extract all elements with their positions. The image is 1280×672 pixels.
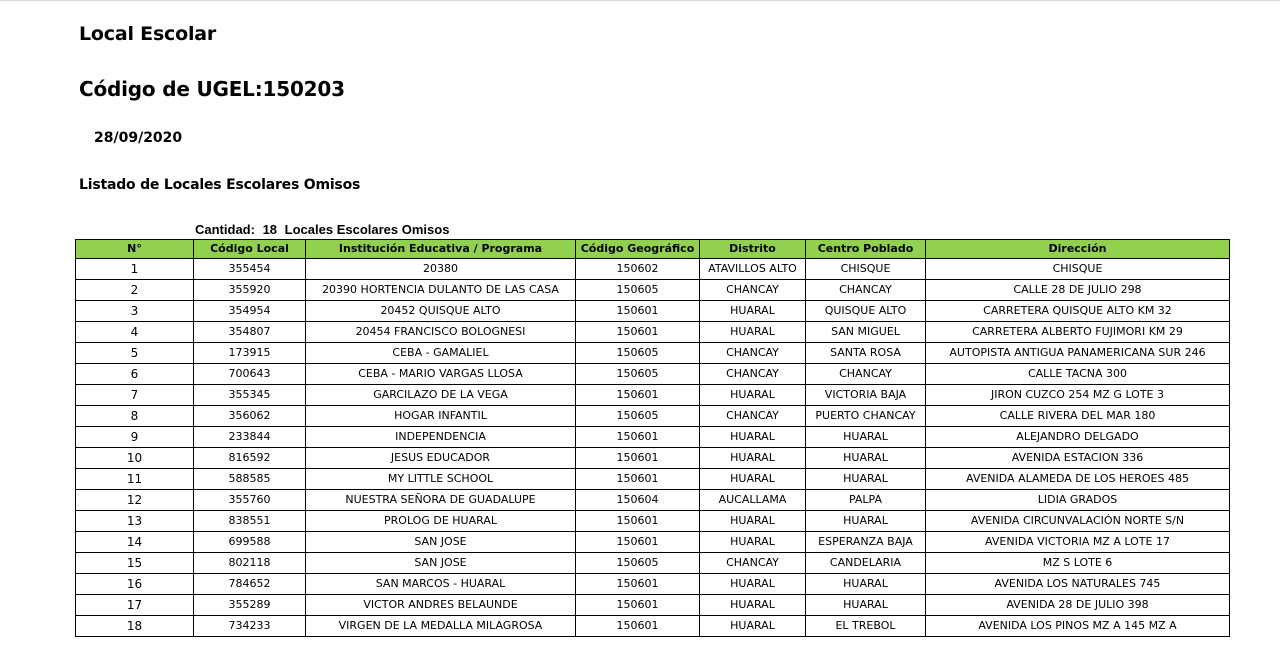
cantidad-suffix: Locales Escolares Omisos <box>284 222 450 237</box>
col-header-institucion: Institución Educativa / Programa <box>306 240 576 259</box>
cell-numero: 8 <box>76 406 194 427</box>
cell-direccion: AVENIDA VICTORIA MZ A LOTE 17 <box>926 532 1230 553</box>
cell-institucion: INDEPENDENCIA <box>306 427 576 448</box>
cell-codigo-local: 802118 <box>194 553 306 574</box>
cell-numero: 14 <box>76 532 194 553</box>
cell-numero: 13 <box>76 511 194 532</box>
cell-direccion: MZ S LOTE 6 <box>926 553 1230 574</box>
cell-centro-poblado: CHANCAY <box>806 364 926 385</box>
cell-codigo-local: 173915 <box>194 343 306 364</box>
cell-direccion: JIRON CUZCO 254 MZ G LOTE 3 <box>926 385 1230 406</box>
cell-numero: 15 <box>76 553 194 574</box>
cell-centro-poblado: PUERTO CHANCAY <box>806 406 926 427</box>
cell-numero: 4 <box>76 322 194 343</box>
cell-numero: 17 <box>76 595 194 616</box>
cell-centro-poblado: HUARAL <box>806 574 926 595</box>
cell-codigo-local: 816592 <box>194 448 306 469</box>
table-row <box>76 280 1230 301</box>
table-body <box>76 259 1230 637</box>
cell-institucion: PROLOG DE HUARAL <box>306 511 576 532</box>
cell-codigo-geografico: 150601 <box>576 469 700 490</box>
report-date: 28/09/2020 <box>94 130 183 146</box>
cell-codigo-geografico: 150601 <box>576 322 700 343</box>
table-row <box>76 364 1230 385</box>
cell-distrito: CHANCAY <box>700 343 806 364</box>
table-header-row <box>76 240 1230 259</box>
cell-distrito: HUARAL <box>700 511 806 532</box>
cell-distrito: CHANCAY <box>700 553 806 574</box>
table-row <box>76 469 1230 490</box>
cell-codigo-local: 699588 <box>194 532 306 553</box>
col-header-centro-poblado: Centro Poblado <box>806 240 926 259</box>
cell-direccion: CARRETERA QUISQUE ALTO KM 32 <box>926 301 1230 322</box>
cell-institucion: SAN JOSE <box>306 532 576 553</box>
cell-codigo-geografico: 150601 <box>576 574 700 595</box>
cell-codigo-geografico: 150605 <box>576 406 700 427</box>
cell-codigo-local: 354954 <box>194 301 306 322</box>
table-row <box>76 301 1230 322</box>
table-row <box>76 616 1230 637</box>
table-row <box>76 490 1230 511</box>
cell-institucion: GARCILAZO DE LA VEGA <box>306 385 576 406</box>
cell-direccion: AVENIDA ESTACION 336 <box>926 448 1230 469</box>
cell-direccion: AVENIDA 28 DE JULIO 398 <box>926 595 1230 616</box>
cell-direccion: AVENIDA ALAMEDA DE LOS HEROES 485 <box>926 469 1230 490</box>
col-header-codigo-local: Código Local <box>194 240 306 259</box>
cell-centro-poblado: CHISQUE <box>806 259 926 280</box>
cell-centro-poblado: HUARAL <box>806 511 926 532</box>
cell-centro-poblado: EL TREBOL <box>806 616 926 637</box>
cell-distrito: CHANCAY <box>700 406 806 427</box>
cell-institucion: SAN JOSE <box>306 553 576 574</box>
cell-centro-poblado: HUARAL <box>806 427 926 448</box>
cell-distrito: CHANCAY <box>700 364 806 385</box>
cantidad-label: Cantidad: <box>195 222 255 237</box>
cell-codigo-local: 355289 <box>194 595 306 616</box>
cell-numero: 6 <box>76 364 194 385</box>
cell-codigo-geografico: 150601 <box>576 427 700 448</box>
cell-distrito: HUARAL <box>700 469 806 490</box>
cell-institucion: NUESTRA SEÑORA DE GUADALUPE <box>306 490 576 511</box>
cell-numero: 10 <box>76 448 194 469</box>
cell-numero: 2 <box>76 280 194 301</box>
cell-centro-poblado: HUARAL <box>806 469 926 490</box>
cell-codigo-geografico: 150601 <box>576 616 700 637</box>
cell-direccion: CARRETERA ALBERTO FUJIMORI KM 29 <box>926 322 1230 343</box>
report-subtitle: Listado de Locales Escolares Omisos <box>79 177 361 193</box>
cell-distrito: HUARAL <box>700 322 806 343</box>
table-row <box>76 406 1230 427</box>
cell-direccion: CALLE TACNA 300 <box>926 364 1230 385</box>
table-row <box>76 427 1230 448</box>
cell-distrito: CHANCAY <box>700 280 806 301</box>
page-title: Local Escolar <box>79 23 217 45</box>
cell-codigo-local: 838551 <box>194 511 306 532</box>
cell-centro-poblado: HUARAL <box>806 595 926 616</box>
cell-centro-poblado: CANDELARIA <box>806 553 926 574</box>
table-row <box>76 322 1230 343</box>
cell-numero: 1 <box>76 259 194 280</box>
cell-codigo-geografico: 150605 <box>576 343 700 364</box>
cell-direccion: CALLE RIVERA DEL MAR 180 <box>926 406 1230 427</box>
cell-codigo-geografico: 150605 <box>576 364 700 385</box>
cell-numero: 18 <box>76 616 194 637</box>
cell-institucion: MY LITTLE SCHOOL <box>306 469 576 490</box>
cell-distrito: HUARAL <box>700 532 806 553</box>
cell-codigo-local: 734233 <box>194 616 306 637</box>
locales-table <box>75 239 1230 637</box>
cell-codigo-local: 355454 <box>194 259 306 280</box>
cell-centro-poblado: SAN MIGUEL <box>806 322 926 343</box>
table-row <box>76 448 1230 469</box>
cantidad-value: 18 <box>262 222 278 237</box>
cell-centro-poblado: VICTORIA BAJA <box>806 385 926 406</box>
cell-numero: 9 <box>76 427 194 448</box>
cell-codigo-local: 355345 <box>194 385 306 406</box>
cell-codigo-geografico: 150604 <box>576 490 700 511</box>
cell-distrito: HUARAL <box>700 427 806 448</box>
col-header-direccion: Dirección <box>926 240 1230 259</box>
cell-direccion: AUTOPISTA ANTIGUA PANAMERICANA SUR 246 <box>926 343 1230 364</box>
cell-codigo-geografico: 150601 <box>576 448 700 469</box>
cantidad-summary <box>195 222 453 237</box>
table-row <box>76 385 1230 406</box>
cell-codigo-local: 784652 <box>194 574 306 595</box>
cell-direccion: AVENIDA LOS NATURALES 745 <box>926 574 1230 595</box>
cell-distrito: HUARAL <box>700 448 806 469</box>
cell-distrito: HUARAL <box>700 574 806 595</box>
col-header-codigo-geografico: Código Geográfico <box>576 240 700 259</box>
cell-distrito: HUARAL <box>700 385 806 406</box>
cell-centro-poblado: QUISQUE ALTO <box>806 301 926 322</box>
cell-institucion: 20452 QUISQUE ALTO <box>306 301 576 322</box>
cell-institucion: VICTOR ANDRES BELAUNDE <box>306 595 576 616</box>
cell-direccion: AVENIDA LOS PINOS MZ A 145 MZ A <box>926 616 1230 637</box>
cell-direccion: LIDIA GRADOS <box>926 490 1230 511</box>
cell-codigo-geografico: 150601 <box>576 301 700 322</box>
cell-codigo-geografico: 150601 <box>576 385 700 406</box>
cell-numero: 7 <box>76 385 194 406</box>
cell-institucion: 20390 HORTENCIA DULANTO DE LAS CASA <box>306 280 576 301</box>
col-header-distrito: Distrito <box>700 240 806 259</box>
cell-institucion: SAN MARCOS - HUARAL <box>306 574 576 595</box>
cell-institucion: CEBA - GAMALIEL <box>306 343 576 364</box>
cell-numero: 5 <box>76 343 194 364</box>
cell-institucion: CEBA - MARIO VARGAS LLOSA <box>306 364 576 385</box>
cell-centro-poblado: HUARAL <box>806 448 926 469</box>
table-row <box>76 343 1230 364</box>
cell-codigo-geografico: 150605 <box>576 280 700 301</box>
cell-institucion: HOGAR INFANTIL <box>306 406 576 427</box>
cell-numero: 3 <box>76 301 194 322</box>
cell-codigo-geografico: 150601 <box>576 511 700 532</box>
cell-distrito: HUARAL <box>700 616 806 637</box>
cell-direccion: CHISQUE <box>926 259 1230 280</box>
ugel-code-heading: Código de UGEL:150203 <box>79 77 345 101</box>
col-header-numero: N° <box>76 240 194 259</box>
cell-institucion: JESUS EDUCADOR <box>306 448 576 469</box>
cell-numero: 16 <box>76 574 194 595</box>
cell-codigo-local: 588585 <box>194 469 306 490</box>
cell-institucion: 20454 FRANCISCO BOLOGNESI <box>306 322 576 343</box>
cell-centro-poblado: CHANCAY <box>806 280 926 301</box>
cell-distrito: ATAVILLOS ALTO <box>700 259 806 280</box>
cell-codigo-local: 356062 <box>194 406 306 427</box>
cell-direccion: ALEJANDRO DELGADO <box>926 427 1230 448</box>
cell-centro-poblado: SANTA ROSA <box>806 343 926 364</box>
cell-centro-poblado: PALPA <box>806 490 926 511</box>
cell-codigo-local: 354807 <box>194 322 306 343</box>
table-row <box>76 532 1230 553</box>
table-row <box>76 553 1230 574</box>
table-row <box>76 574 1230 595</box>
cell-institucion: VIRGEN DE LA MEDALLA MILAGROSA <box>306 616 576 637</box>
cell-codigo-local: 700643 <box>194 364 306 385</box>
cell-distrito: HUARAL <box>700 301 806 322</box>
table-row <box>76 259 1230 280</box>
cell-centro-poblado: ESPERANZA BAJA <box>806 532 926 553</box>
cell-codigo-local: 233844 <box>194 427 306 448</box>
cell-direccion: AVENIDA CIRCUNVALACIÓN NORTE S/N <box>926 511 1230 532</box>
cell-codigo-geografico: 150601 <box>576 532 700 553</box>
cell-codigo-geografico: 150605 <box>576 553 700 574</box>
cell-codigo-geografico: 150602 <box>576 259 700 280</box>
cell-codigo-local: 355920 <box>194 280 306 301</box>
cell-distrito: HUARAL <box>700 595 806 616</box>
cell-institucion: 20380 <box>306 259 576 280</box>
cell-codigo-geografico: 150601 <box>576 595 700 616</box>
cell-distrito: AUCALLAMA <box>700 490 806 511</box>
cell-direccion: CALLE 28 DE JULIO 298 <box>926 280 1230 301</box>
cell-numero: 11 <box>76 469 194 490</box>
table-row <box>76 511 1230 532</box>
table-row <box>76 595 1230 616</box>
cell-codigo-local: 355760 <box>194 490 306 511</box>
cell-numero: 12 <box>76 490 194 511</box>
